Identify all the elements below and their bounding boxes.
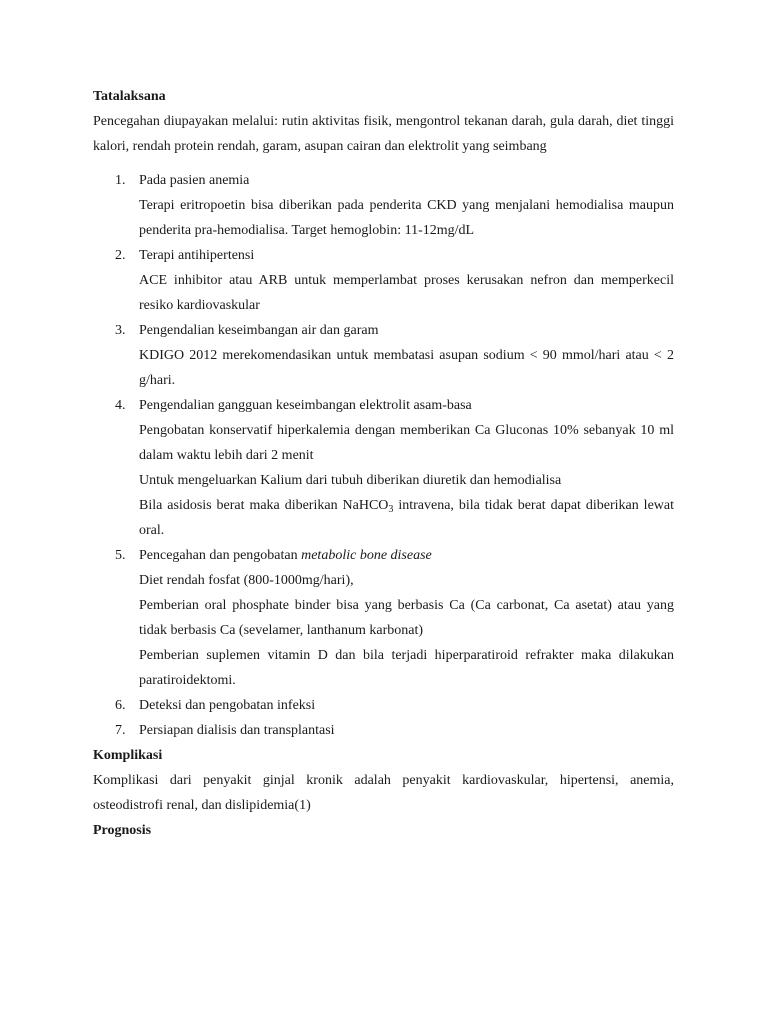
- list-item-title: [139, 543, 674, 568]
- list-item-detail: Terapi eritropoetin bisa diberikan pada penderita CKD yang menjalani hemodialisa maupun penderita pra-hemodialisa. Target hemoglobin: 11-12mg/dL: [139, 198, 674, 238]
- list-number: 6.: [115, 698, 126, 713]
- list-number: 3.: [115, 323, 126, 338]
- section-heading-prognosis: Prognosis: [93, 823, 152, 838]
- section-heading-tatalaksana: Tatalaksana: [93, 89, 166, 104]
- list-number: 4.: [115, 398, 126, 413]
- list-number: 1.: [115, 173, 126, 188]
- list-item-detail: KDIGO 2012 merekomendasikan untuk membatasi asupan sodium < 90 mmol/hari atau < 2 g/hari.: [139, 348, 674, 388]
- list-item: [93, 318, 674, 393]
- list-item: [93, 718, 674, 743]
- list-item-detail: Pemberian suplemen vitamin D dan bila terjadi hiperparatiroid refrakter maka dilakukan paratiroidektomi.: [139, 648, 674, 688]
- list-item-detail: Pengobatan konservatif hiperkalemia dengan memberikan Ca Gluconas 10% sebanyak 10 ml dalam waktu lebih dari 2 menit: [139, 423, 674, 463]
- list-item-detail-nahco3: [139, 493, 674, 543]
- list-item-detail: Pemberian oral phosphate binder bisa yang berbasis Ca (Ca carbonat, Ca asetat) atau yang tidak berbasis Ca (sevelamer, lanthanum karbonat): [139, 598, 674, 638]
- list-number: 5.: [115, 548, 126, 563]
- section-heading-komplikasi: Komplikasi: [93, 748, 163, 763]
- list-item-title: Pengendalian gangguan keseimbangan elektrolit asam-basa: [139, 398, 472, 413]
- list-item-detail: Untuk mengeluarkan Kalium dari tubuh diberikan diuretik dan hemodialisa: [139, 473, 562, 488]
- tatalaksana-list: [93, 168, 674, 743]
- list-item: [93, 693, 674, 718]
- list-item-title-plain: Pencegahan dan pengobatan: [139, 548, 302, 563]
- list-item-title-italic: metabolic bone disease: [301, 548, 432, 563]
- nahco3-text-after: intravena, bila tidak berat dapat diberikan lewat oral.: [139, 498, 675, 538]
- list-number: 2.: [115, 248, 126, 263]
- tatalaksana-intro: Pencegahan diupayakan melalui: rutin aktivitas fisik, mengontrol tekanan darah, gula darah, diet tinggi kalori, rendah protein rendah, garam, asupan cairan dan elektrolit yang seimbang: [93, 114, 674, 154]
- komplikasi-text: Komplikasi dari penyakit ginjal kronik adalah penyakit kardiovaskular, hipertensi, anemia, osteodistrofi renal, dan dislipidemia(1): [93, 773, 674, 813]
- list-item-title: Pada pasien anemia: [139, 173, 250, 188]
- nahco3-text-before: Bila asidosis berat maka diberikan NaHCO: [139, 498, 389, 513]
- list-item: [93, 168, 674, 243]
- list-item-detail: Diet rendah fosfat (800-1000mg/hari),: [139, 573, 354, 588]
- list-item: [93, 393, 674, 543]
- list-item-title: Persiapan dialisis dan transplantasi: [139, 723, 335, 738]
- list-number: 7.: [115, 723, 126, 738]
- list-item-title: Deteksi dan pengobatan infeksi: [139, 698, 316, 713]
- list-item-title: Pengendalian keseimbangan air dan garam: [139, 323, 379, 338]
- list-item: [93, 243, 674, 318]
- nahco3-subscript: 3: [388, 504, 394, 515]
- document-page: [93, 84, 674, 843]
- list-item-title: Terapi antihipertensi: [139, 248, 255, 263]
- list-item-detail: ACE inhibitor atau ARB untuk memperlambat proses kerusakan nefron dan memperkecil resiko kardiovaskular: [139, 273, 674, 313]
- list-item: [93, 543, 674, 693]
